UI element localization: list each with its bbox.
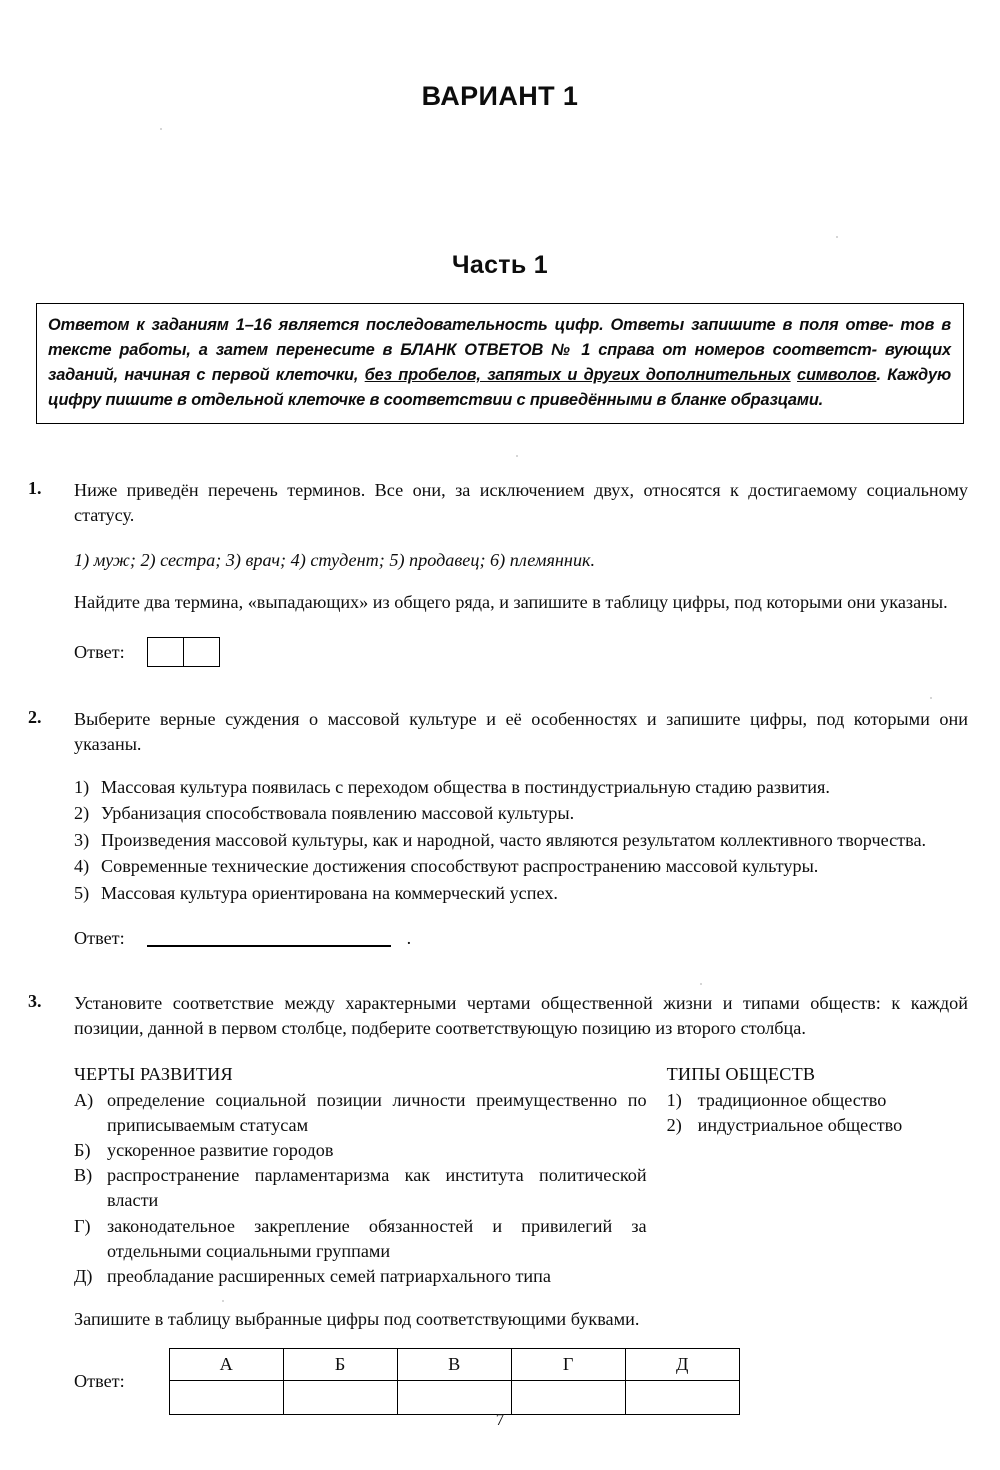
question-1-stem: Ниже приведён перечень терминов. Все они, за исключением двух, относятся к достигаемому социальному статусу. xyxy=(74,480,968,526)
question-2-body xyxy=(74,707,968,949)
item-text: ускоренное развитие городов xyxy=(107,1140,334,1160)
instruction-line-4-underlined: символов xyxy=(796,365,877,384)
item-marker: Б) xyxy=(74,1140,91,1160)
item-marker: А) xyxy=(74,1089,94,1110)
item-text: определение социальной позиции личности преимущественно по приписываемым статусам xyxy=(107,1089,647,1135)
option-marker: 1) xyxy=(74,776,90,797)
question-3 xyxy=(28,991,968,1415)
question-1-body xyxy=(74,478,968,667)
table-header-cell: А xyxy=(169,1349,283,1381)
match-column-left xyxy=(74,1064,647,1290)
match-column-right xyxy=(667,1064,968,1290)
list-item xyxy=(74,1138,647,1163)
question-3-answer-table[interactable] xyxy=(169,1348,740,1415)
question-1-terms: 1) муж; 2) сестра; 3) врач; 4) студент; 5) продавец; 6) племянник. xyxy=(74,549,596,570)
item-text: индустриальное общество xyxy=(697,1114,903,1135)
instruction-line-1: Ответом к заданиям 1–16 является последовательность цифр. Ответы запишите в поля отве- xyxy=(48,316,894,334)
question-3-answer-row xyxy=(74,1348,968,1415)
list-item xyxy=(74,828,968,853)
option-marker: 4) xyxy=(74,856,90,877)
item-marker: Г) xyxy=(74,1215,91,1236)
item-text: законодательное закрепление обязанностей и привилегий за отдельными социальными группами xyxy=(107,1215,647,1261)
instruction-paragraph xyxy=(48,313,951,413)
table-header-cell: Д xyxy=(625,1349,739,1381)
instruction-line-2: тов в тексте работы, а затем перенесите в БЛАНК ОТВЕТОВ № 1 справа от номеров соответст- xyxy=(48,316,951,359)
option-marker: 2) xyxy=(74,803,90,824)
question-3-write-note: Запишите в таблицу выбранные цифры под соответствующими буквами. xyxy=(74,1309,640,1330)
question-1-number: 1. xyxy=(28,478,42,498)
option-marker: 3) xyxy=(74,829,90,850)
scan-speck xyxy=(930,697,932,699)
question-3-number: 3. xyxy=(28,991,42,1011)
question-1-answer-cells[interactable] xyxy=(147,637,220,667)
question-2-answer-row xyxy=(74,928,968,949)
option-marker: 5) xyxy=(74,882,90,903)
answer-underline[interactable] xyxy=(147,928,391,947)
question-2-answer-field[interactable] xyxy=(147,928,412,949)
table-row xyxy=(169,1349,739,1381)
question-1-answer-row xyxy=(74,637,968,667)
question-3-answer-label: Ответ: xyxy=(74,1371,125,1392)
scan-speck xyxy=(160,128,162,130)
table-header-cell: Г xyxy=(511,1349,625,1381)
table-header-cell: В xyxy=(397,1349,511,1381)
list-item xyxy=(74,1088,647,1138)
instruction-line-4-suffix: . Каждую цифру пишите в отдельной клеточке в соответствии с приведёнными в xyxy=(48,365,952,409)
page-title: ВАРИАНТ 1 xyxy=(421,81,579,111)
list-item xyxy=(74,1163,647,1213)
item-marker: 1) xyxy=(666,1089,682,1110)
scan-speck xyxy=(836,236,838,238)
list-item xyxy=(74,1264,647,1289)
instruction-line-5: бланке образцами. xyxy=(670,390,824,409)
question-2 xyxy=(28,707,968,949)
instruction-line-3-underlined: без пробелов, запятых и других дополнительных xyxy=(364,365,791,384)
option-text: Массовая культура появилась с переходом общества в постиндустриальную стадию развития. xyxy=(101,776,830,797)
question-1 xyxy=(28,478,968,667)
list-item xyxy=(74,854,968,879)
list-item xyxy=(74,801,968,826)
answer-cell[interactable] xyxy=(184,638,219,666)
option-text: Массовая культура ориентирована на коммерческий успех. xyxy=(101,882,558,903)
page-number: 7 xyxy=(495,1410,505,1429)
item-marker: 2) xyxy=(666,1114,682,1135)
question-1-answer-label: Ответ: xyxy=(74,641,125,662)
part-heading: Часть 1 xyxy=(452,251,548,279)
list-item xyxy=(667,1113,968,1138)
table-header-cell: Б xyxy=(283,1349,397,1381)
left-column-items xyxy=(74,1088,647,1290)
question-2-number: 2. xyxy=(28,707,42,727)
question-2-options xyxy=(74,775,968,906)
question-2-stem: Выберите верные суждения о массовой культуре и её особенностях и запишите цифры, под которыми они указаны. xyxy=(74,709,968,755)
list-item xyxy=(74,881,968,906)
scan-speck xyxy=(222,1300,224,1302)
instruction-box xyxy=(36,303,964,424)
right-column-items xyxy=(667,1088,968,1138)
list-item xyxy=(667,1088,968,1113)
question-1-instruction: Найдите два термина, «выпадающих» из общего ряда, и запишите в таблицу цифры, под которыми они указаны. xyxy=(74,591,948,612)
item-marker: В) xyxy=(74,1165,93,1186)
item-marker: Д) xyxy=(74,1266,93,1287)
list-item xyxy=(74,775,968,800)
question-3-stem: Установите соответствие между характерными чертами общественной жизни и типами обществ: к каждой позиции, данной в первом столбце, подберите соответствующую позицию из второго столбца. xyxy=(74,993,968,1039)
question-3-body xyxy=(74,991,968,1415)
item-text: распространение парламентаризма как института политической власти xyxy=(107,1165,647,1211)
item-text: традиционное общество xyxy=(697,1089,887,1110)
right-column-heading: ТИПЫ ОБЩЕСТВ xyxy=(666,1063,816,1084)
question-3-match-columns xyxy=(74,1064,968,1290)
list-item xyxy=(74,1214,647,1264)
option-text: Современные технические достижения способствуют распространению массовой культуры. xyxy=(101,856,819,877)
option-text: Произведения массовой культуры, как и народной, часто являются результатом коллективного творчества. xyxy=(101,829,927,850)
answer-period: . xyxy=(406,927,412,948)
answer-cell[interactable] xyxy=(148,638,184,666)
scan-speck xyxy=(516,455,518,457)
left-column-heading: ЧЕРТЫ РАЗВИТИЯ xyxy=(74,1063,233,1084)
scan-speck xyxy=(700,983,702,985)
item-text: преобладание расширенных семей патриархального типа xyxy=(107,1266,551,1287)
instruction-line-3-prefix: вующих заданий, начиная с первой клеточки, xyxy=(48,340,951,384)
option-text: Урбанизация способствовала появлению массовой культуры. xyxy=(101,803,575,824)
question-2-answer-label: Ответ: xyxy=(74,928,125,949)
